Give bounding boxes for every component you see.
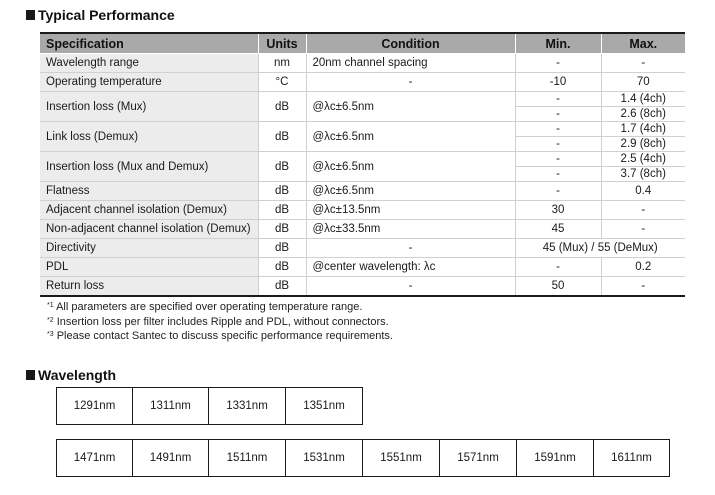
- min-cell: -: [515, 258, 601, 277]
- footnote: [47, 300, 393, 315]
- condition-cell: @center wavelength: λc: [306, 258, 515, 277]
- footnote-mark: *1: [47, 302, 54, 309]
- section-bullet-icon: [26, 10, 35, 20]
- max-cell: -: [601, 277, 685, 297]
- table-row: [40, 220, 685, 239]
- section-bullet-icon: [26, 370, 35, 380]
- unit-cell: dB: [258, 182, 306, 201]
- condition-cell: 20nm channel spacing: [306, 54, 515, 73]
- table-row: [40, 182, 685, 201]
- table-row: [40, 73, 685, 92]
- wavelength-row-2: [56, 439, 670, 477]
- unit-cell: dB: [258, 201, 306, 220]
- wavelength-title: Wavelength: [38, 367, 117, 383]
- wavelength-heading: [26, 367, 116, 383]
- min-4ch: -: [516, 92, 601, 107]
- spec-cell: Flatness: [40, 182, 258, 201]
- footnote-text: All parameters are specified over operating temperature range.: [56, 301, 363, 313]
- unit-cell: dB: [258, 277, 306, 297]
- wavelength-cell: 1331nm: [209, 388, 286, 424]
- condition-cell: @λc±13.5nm: [306, 201, 515, 220]
- max-cell: [601, 122, 685, 152]
- max-cell: 0.4: [601, 182, 685, 201]
- min-cell: 50: [515, 277, 601, 297]
- wavelength-cell: 1611nm: [611, 452, 652, 464]
- min-cell: [515, 92, 601, 122]
- table-row: [40, 152, 685, 182]
- min-8ch: -: [556, 138, 560, 150]
- wavelength-row-1: [56, 387, 363, 425]
- unit-cell: dB: [258, 122, 306, 152]
- min-8ch: -: [556, 168, 560, 180]
- max-cell: [601, 152, 685, 182]
- unit-cell: dB: [258, 152, 306, 182]
- min-cell: 30: [515, 201, 601, 220]
- header-specification: Specification: [40, 33, 258, 54]
- table-row: [40, 54, 685, 73]
- condition-cell: -: [306, 73, 515, 92]
- spec-cell: Wavelength range: [40, 54, 258, 73]
- spec-cell: Directivity: [40, 239, 258, 258]
- spec-cell: Insertion loss (Mux): [40, 92, 258, 122]
- footnote-mark: *3: [47, 331, 54, 338]
- min-cell: [515, 152, 601, 182]
- unit-cell: dB: [258, 239, 306, 258]
- unit-cell: nm: [258, 54, 306, 73]
- min-max-cell: 45 (Mux) / 55 (DeMux): [515, 239, 685, 258]
- wavelength-cell: 1311nm: [133, 388, 209, 424]
- condition-cell: @λc±33.5nm: [306, 220, 515, 239]
- spec-cell: Non-adjacent channel isolation (Demux): [40, 220, 258, 239]
- footnotes: [47, 300, 393, 344]
- min-4ch: -: [516, 152, 601, 167]
- unit-cell: °C: [258, 73, 306, 92]
- table-row: [40, 92, 685, 122]
- spec-cell: Adjacent channel isolation (Demux): [40, 201, 258, 220]
- max-8ch: 2.6 (8ch): [620, 108, 666, 120]
- condition-cell: @λc±6.5nm: [306, 122, 515, 152]
- header-condition: Condition: [306, 33, 515, 54]
- table-row: [40, 258, 685, 277]
- condition-cell: @λc±6.5nm: [306, 92, 515, 122]
- table-row: [40, 277, 685, 297]
- max-4ch: 1.7 (4ch): [602, 122, 686, 137]
- condition-cell: @λc±6.5nm: [306, 182, 515, 201]
- max-4ch: 2.5 (4ch): [602, 152, 686, 167]
- wavelength-cell: 1591nm: [517, 440, 594, 476]
- max-4ch: 1.4 (4ch): [602, 92, 686, 107]
- wavelength-cell: 1571nm: [440, 440, 517, 476]
- performance-table: [40, 32, 685, 297]
- table-row: [40, 122, 685, 152]
- unit-cell: dB: [258, 220, 306, 239]
- wavelength-cell: 1291nm: [57, 388, 133, 424]
- wavelength-cell: 1351nm: [303, 400, 345, 412]
- wavelength-cell: 1531nm: [286, 440, 363, 476]
- spec-cell: Insertion loss (Mux and Demux): [40, 152, 258, 182]
- condition-cell: -: [306, 239, 515, 258]
- unit-cell: dB: [258, 258, 306, 277]
- typical-performance-heading: [26, 7, 175, 23]
- spec-cell: PDL: [40, 258, 258, 277]
- wavelength-cell: 1491nm: [133, 440, 209, 476]
- footnote-mark: *2: [47, 316, 54, 324]
- wavelength-cell: 1551nm: [363, 440, 440, 476]
- min-4ch: -: [516, 122, 601, 137]
- wavelength-cell: 1471nm: [57, 440, 133, 476]
- min-cell: [515, 122, 601, 152]
- spec-cell: Link loss (Demux): [40, 122, 258, 152]
- min-cell: 45: [515, 220, 601, 239]
- footnote-text: Please contact Santec to discuss specific performance requirements.: [56, 330, 393, 342]
- max-cell: -: [601, 220, 685, 239]
- max-8ch: 3.7 (8ch): [620, 168, 666, 180]
- condition-cell: @λc±6.5nm: [306, 152, 515, 182]
- condition-cell: -: [306, 277, 515, 297]
- max-cell: 70: [601, 73, 685, 92]
- table-header-row: [40, 33, 685, 54]
- max-cell: 0.2: [601, 258, 685, 277]
- typical-performance-title: Typical Performance: [38, 7, 175, 23]
- header-max: Max.: [601, 33, 685, 54]
- footnote-text: Insertion loss per filter includes Ripple and PDL, without connectors.: [56, 315, 389, 328]
- max-cell: -: [601, 54, 685, 73]
- table-row: [40, 239, 685, 258]
- wavelength-cell: 1511nm: [209, 440, 286, 476]
- footnote: [47, 329, 393, 344]
- min-cell: -10: [515, 73, 601, 92]
- max-8ch: 2.9 (8ch): [620, 138, 666, 150]
- table-row: [40, 201, 685, 220]
- min-cell: -: [515, 182, 601, 201]
- footnote: [47, 315, 393, 330]
- min-8ch: -: [556, 108, 560, 120]
- header-units: Units: [258, 33, 306, 54]
- spec-cell: Operating temperature: [40, 73, 258, 92]
- spec-cell: Return loss: [40, 277, 258, 297]
- unit-cell: dB: [258, 92, 306, 122]
- max-cell: -: [601, 201, 685, 220]
- min-cell: -: [515, 54, 601, 73]
- header-min: Min.: [515, 33, 601, 54]
- max-cell: [601, 92, 685, 122]
